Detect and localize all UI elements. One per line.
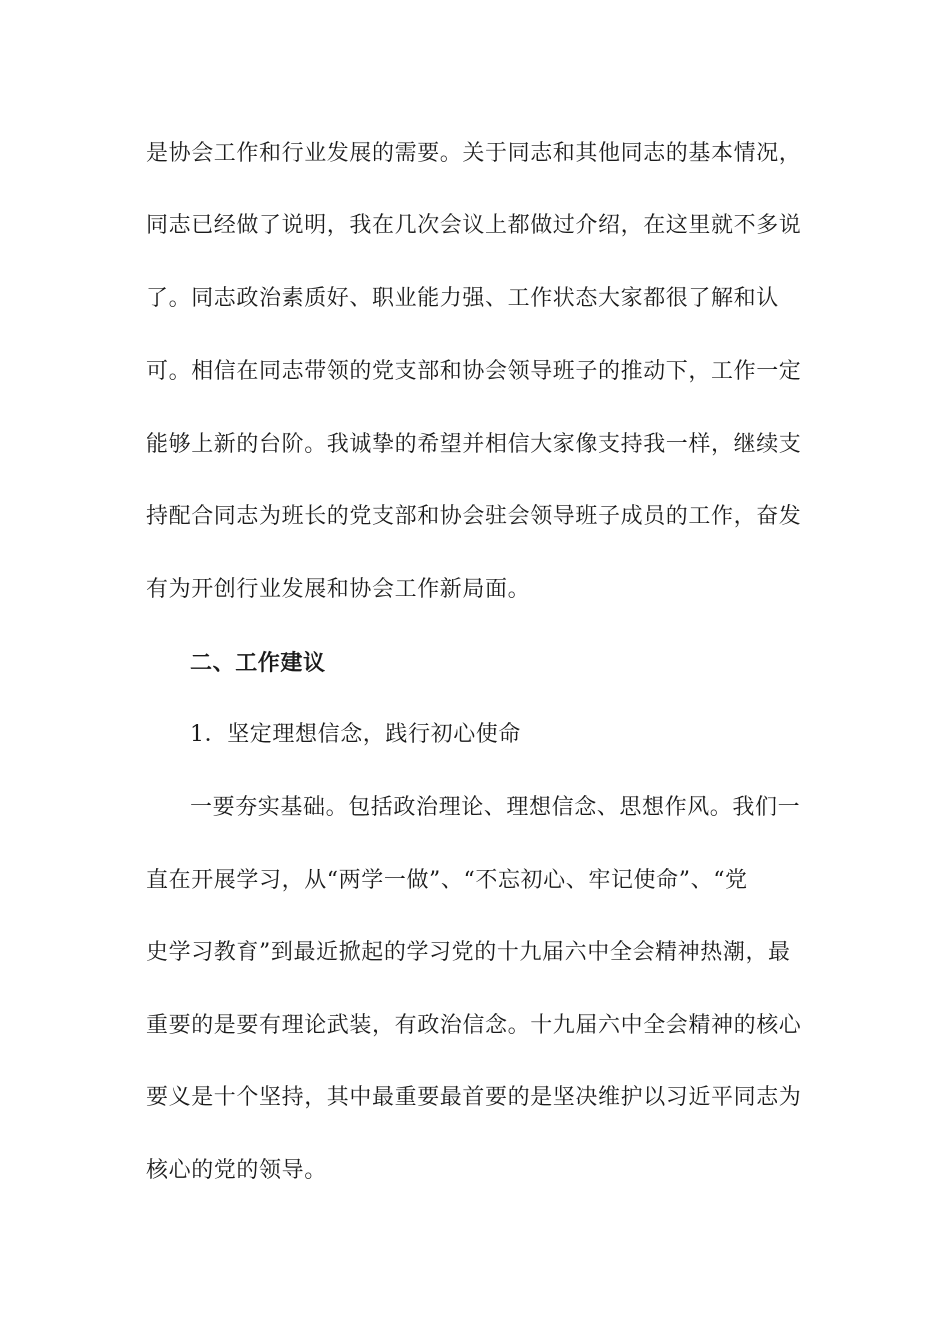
paragraph-line: 史学习教育”到最近掀起的学习党的十九届六中全会精神热潮，最	[146, 940, 791, 965]
paragraph-line: 了。同志政治素质好、职业能力强、工作状态大家都很了解和认	[146, 286, 779, 311]
paragraph-line: 重要的是要有理论武装，有政治信念。十九届六中全会精神的核心	[146, 1013, 802, 1038]
paragraph-line: 是协会工作和行业发展的需要。关于同志和其他同志的基本情况，	[146, 141, 802, 166]
paragraph-line: 核心的党的领导。	[146, 1158, 327, 1183]
subheading: 1．坚定理想信念，践行初心使命	[190, 722, 521, 747]
paragraph-line: 直在开展学习，从“两学一做”、“不忘初心、牢记使命”、“党	[146, 868, 748, 893]
paragraph-line: 要义是十个坚持，其中最重要最首要的是坚决维护以习近平同志为	[146, 1085, 802, 1110]
paragraph-line: 持配合同志为班长的党支部和协会驻会领导班子成员的工作，奋发	[146, 504, 802, 529]
paragraph-line: 能够上新的台阶。我诚挚的希望并相信大家像支持我一样，继续支	[146, 432, 802, 457]
paragraph-line: 一要夯实基础。包括政治理论、理想信念、思想作风。我们一	[190, 795, 801, 820]
paragraph-line: 可。相信在同志带领的党支部和协会领导班子的推动下，工作一定	[146, 359, 802, 384]
section-heading: 二、工作建议	[190, 650, 326, 676]
paragraph-line: 同志已经做了说明，我在几次会议上都做过介绍，在这里就不多说	[146, 213, 802, 238]
paragraph-line: 有为开创行业发展和协会工作新局面。	[146, 577, 531, 602]
